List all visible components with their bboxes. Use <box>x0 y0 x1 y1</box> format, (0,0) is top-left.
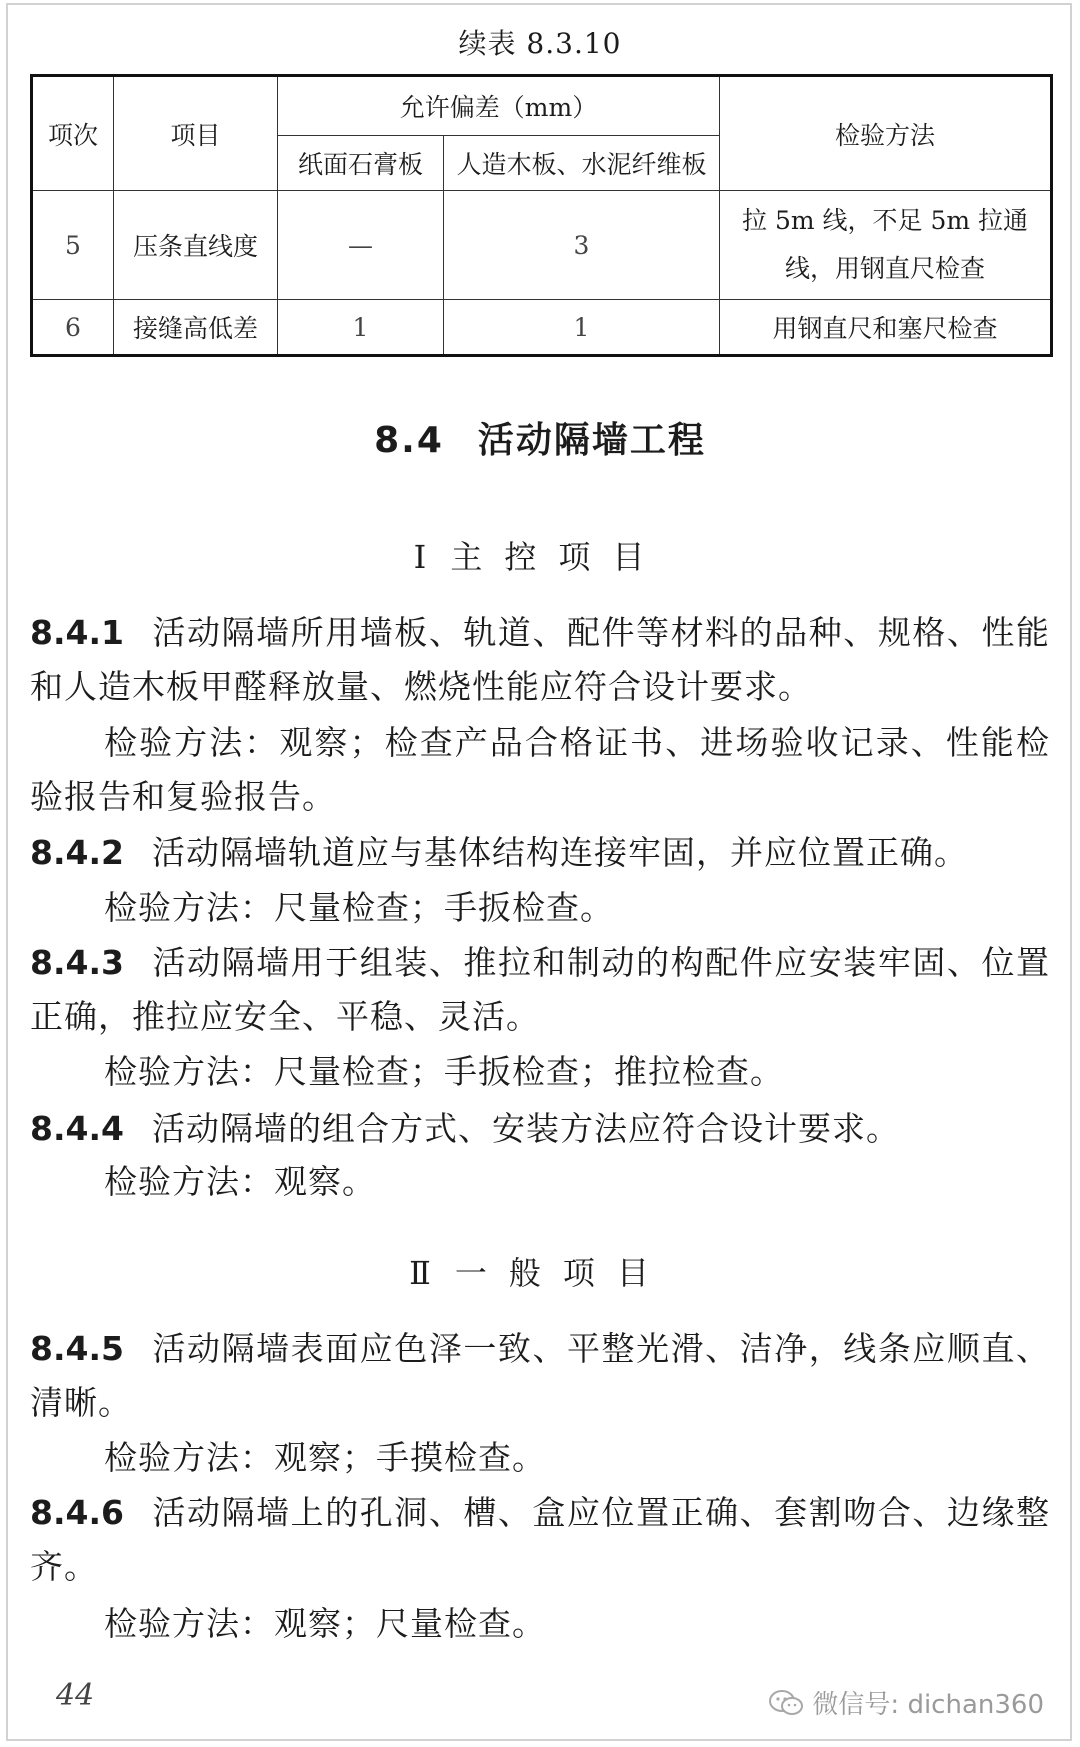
table-caption: 续表 8.3.10 <box>458 27 622 60</box>
table-row <box>32 300 1052 356</box>
wechat-icon <box>768 1689 804 1717</box>
section-heading <box>0 412 1080 463</box>
clause-text: 活动隔墙上的孔洞、槽、盒应位置正确、套割吻合、边缘整齐。 <box>30 1493 1050 1586</box>
header-wood-cement: 人造木板、水泥纤维板 <box>444 136 720 191</box>
clause-method: 检验方法：观察。 <box>104 1162 376 1201</box>
cell-wood-cement: 1 <box>444 300 720 356</box>
clause-method: 检验方法：观察；尺量检查。 <box>104 1604 546 1643</box>
header-index: 项次 <box>32 76 114 191</box>
part-roman: Ⅱ <box>409 1254 431 1292</box>
clause-text: 活动隔墙的组合方式、安装方法应符合设计要求。 <box>151 1109 900 1148</box>
cell-item: 接缝高低差 <box>114 300 278 356</box>
clause-8-4-3 <box>30 936 1050 1044</box>
clause-8-4-5 <box>30 1322 1050 1430</box>
watermark <box>768 1684 1044 1721</box>
tolerance-table <box>30 74 1053 357</box>
part-title: 一般项目 <box>454 1254 671 1292</box>
cell-method: 拉 5m 线，不足 5m 拉通线，用钢直尺检查 <box>720 191 1052 300</box>
cell-method: 用钢直尺和塞尺检查 <box>720 300 1052 356</box>
section-title: 活动隔墙工程 <box>477 420 706 461</box>
clause-number: 8.4.1 <box>30 613 124 652</box>
clause-number: 8.4.6 <box>30 1493 124 1532</box>
clause-number: 8.4.5 <box>30 1329 124 1368</box>
clause-text: 活动隔墙用于组装、推拉和制动的构配件应安装牢固、位置正确，推拉应安全、平稳、灵活。 <box>30 943 1050 1036</box>
clause-8-4-6 <box>30 1486 1050 1594</box>
header-tolerance: 允许偏差（mm） <box>278 76 720 136</box>
clause-method: 检验方法：观察；检查产品合格证书、进场验收记录、性能检验报告和复验报告。 <box>30 723 1050 816</box>
clause-method: 检验方法：尺量检查；手扳检查；推拉检查。 <box>104 1052 784 1091</box>
cell-gypsum: 1 <box>278 300 444 356</box>
part-title: 主控项目 <box>450 538 667 576</box>
part-heading-main-control <box>0 532 1080 578</box>
cell-index: 5 <box>32 191 114 300</box>
clause-text: 活动隔墙轨道应与基体结构连接牢固，并应位置正确。 <box>151 833 968 872</box>
section-number: 8.4 <box>374 420 444 461</box>
watermark-text: 微信号: dichan360 <box>812 1690 1044 1720</box>
cell-index: 6 <box>32 300 114 356</box>
clause-method: 检验方法：尺量检查；手扳检查。 <box>104 888 614 927</box>
page-number: 44 <box>56 1678 95 1713</box>
clause-8-4-4 <box>30 1102 1050 1156</box>
clause-number: 8.4.3 <box>30 943 124 982</box>
table-row <box>32 191 1052 300</box>
cell-gypsum: — <box>278 191 444 300</box>
cell-wood-cement: 3 <box>444 191 720 300</box>
clause-method: 检验方法：观察；手摸检查。 <box>104 1438 546 1477</box>
clause-8-4-1 <box>30 606 1050 714</box>
part-roman: Ⅰ <box>413 538 427 576</box>
cell-item: 压条直线度 <box>114 191 278 300</box>
header-item: 项目 <box>114 76 278 191</box>
clause-number: 8.4.2 <box>30 833 124 872</box>
clause-text: 活动隔墙表面应色泽一致、平整光滑、洁净，线条应顺直、清晰。 <box>30 1329 1050 1422</box>
clause-number: 8.4.4 <box>30 1109 124 1148</box>
header-method: 检验方法 <box>720 76 1052 191</box>
header-gypsum: 纸面石膏板 <box>278 136 444 191</box>
part-heading-general <box>0 1248 1080 1294</box>
clause-text: 活动隔墙所用墙板、轨道、配件等材料的品种、规格、性能和人造木板甲醛释放量、燃烧性能应符合设计要求。 <box>30 613 1050 706</box>
clause-8-4-2 <box>30 826 1050 880</box>
